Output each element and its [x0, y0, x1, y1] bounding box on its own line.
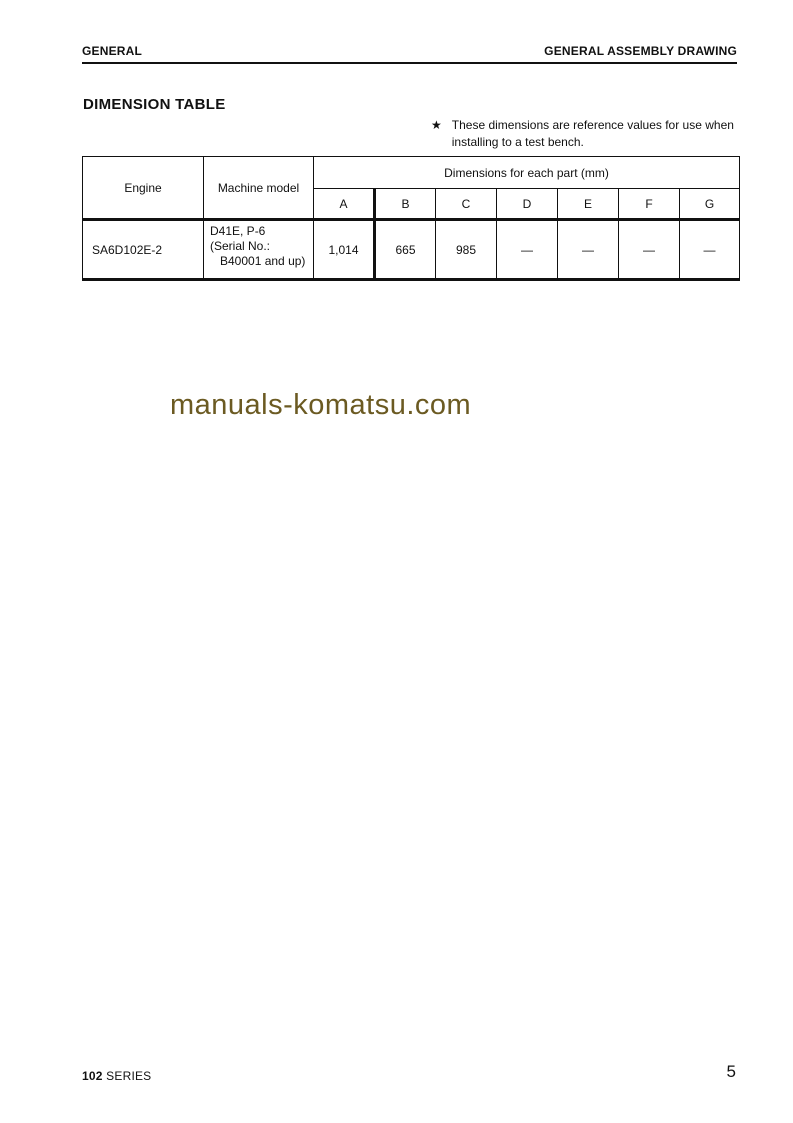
footer-series-text: SERIES [106, 1069, 152, 1083]
column-header-part-e: E [558, 189, 619, 220]
reference-note [431, 117, 737, 151]
dimension-value-d: — [497, 220, 558, 280]
footer-series-number: 102 [82, 1069, 103, 1083]
reference-note-text [452, 117, 737, 151]
page-title: DIMENSION TABLE [83, 96, 226, 113]
watermark: manuals-komatsu.com [170, 389, 472, 421]
column-header-part-f: F [619, 189, 680, 220]
dimension-table [82, 156, 740, 281]
footer-series-label [82, 1069, 151, 1083]
column-header-part-g: G [680, 189, 740, 220]
column-header-part-d: D [497, 189, 558, 220]
dimension-value-f: — [619, 220, 680, 280]
column-header-part-c: C [436, 189, 497, 220]
dimension-value-c: 985 [436, 220, 497, 280]
table-row [83, 220, 740, 280]
running-header [82, 44, 737, 64]
reference-note-line1: These dimensions are reference values for use [451, 118, 702, 132]
page-number: 5 [726, 1062, 736, 1081]
machine-model-line: (Serial No.: [210, 239, 271, 253]
column-header-dimensions: Dimensions for each part (mm) [314, 157, 740, 189]
engine-cell: SA6D102E-2 [83, 220, 204, 280]
machine-model-line: D41E, P-6 [210, 224, 266, 238]
dimension-value-a: 1,014 [314, 220, 375, 280]
column-header-part-b: B [375, 189, 436, 220]
column-header-machine-model: Machine model [204, 157, 314, 220]
column-header-part-a: A [314, 189, 375, 220]
dimension-value-g: — [680, 220, 740, 280]
column-header-engine: Engine [83, 157, 204, 220]
header-right-label: GENERAL ASSEMBLY DRAWING [544, 44, 737, 58]
star-icon: ★ [431, 118, 442, 132]
reference-note-line2: when installing to a test bench. [451, 118, 734, 149]
dimension-value-e: — [558, 220, 619, 280]
dimension-value-b: 665 [375, 220, 436, 280]
machine-model-cell [204, 220, 314, 280]
header-left-label: GENERAL [82, 44, 143, 58]
machine-model-line: B40001 and up) [220, 254, 306, 268]
